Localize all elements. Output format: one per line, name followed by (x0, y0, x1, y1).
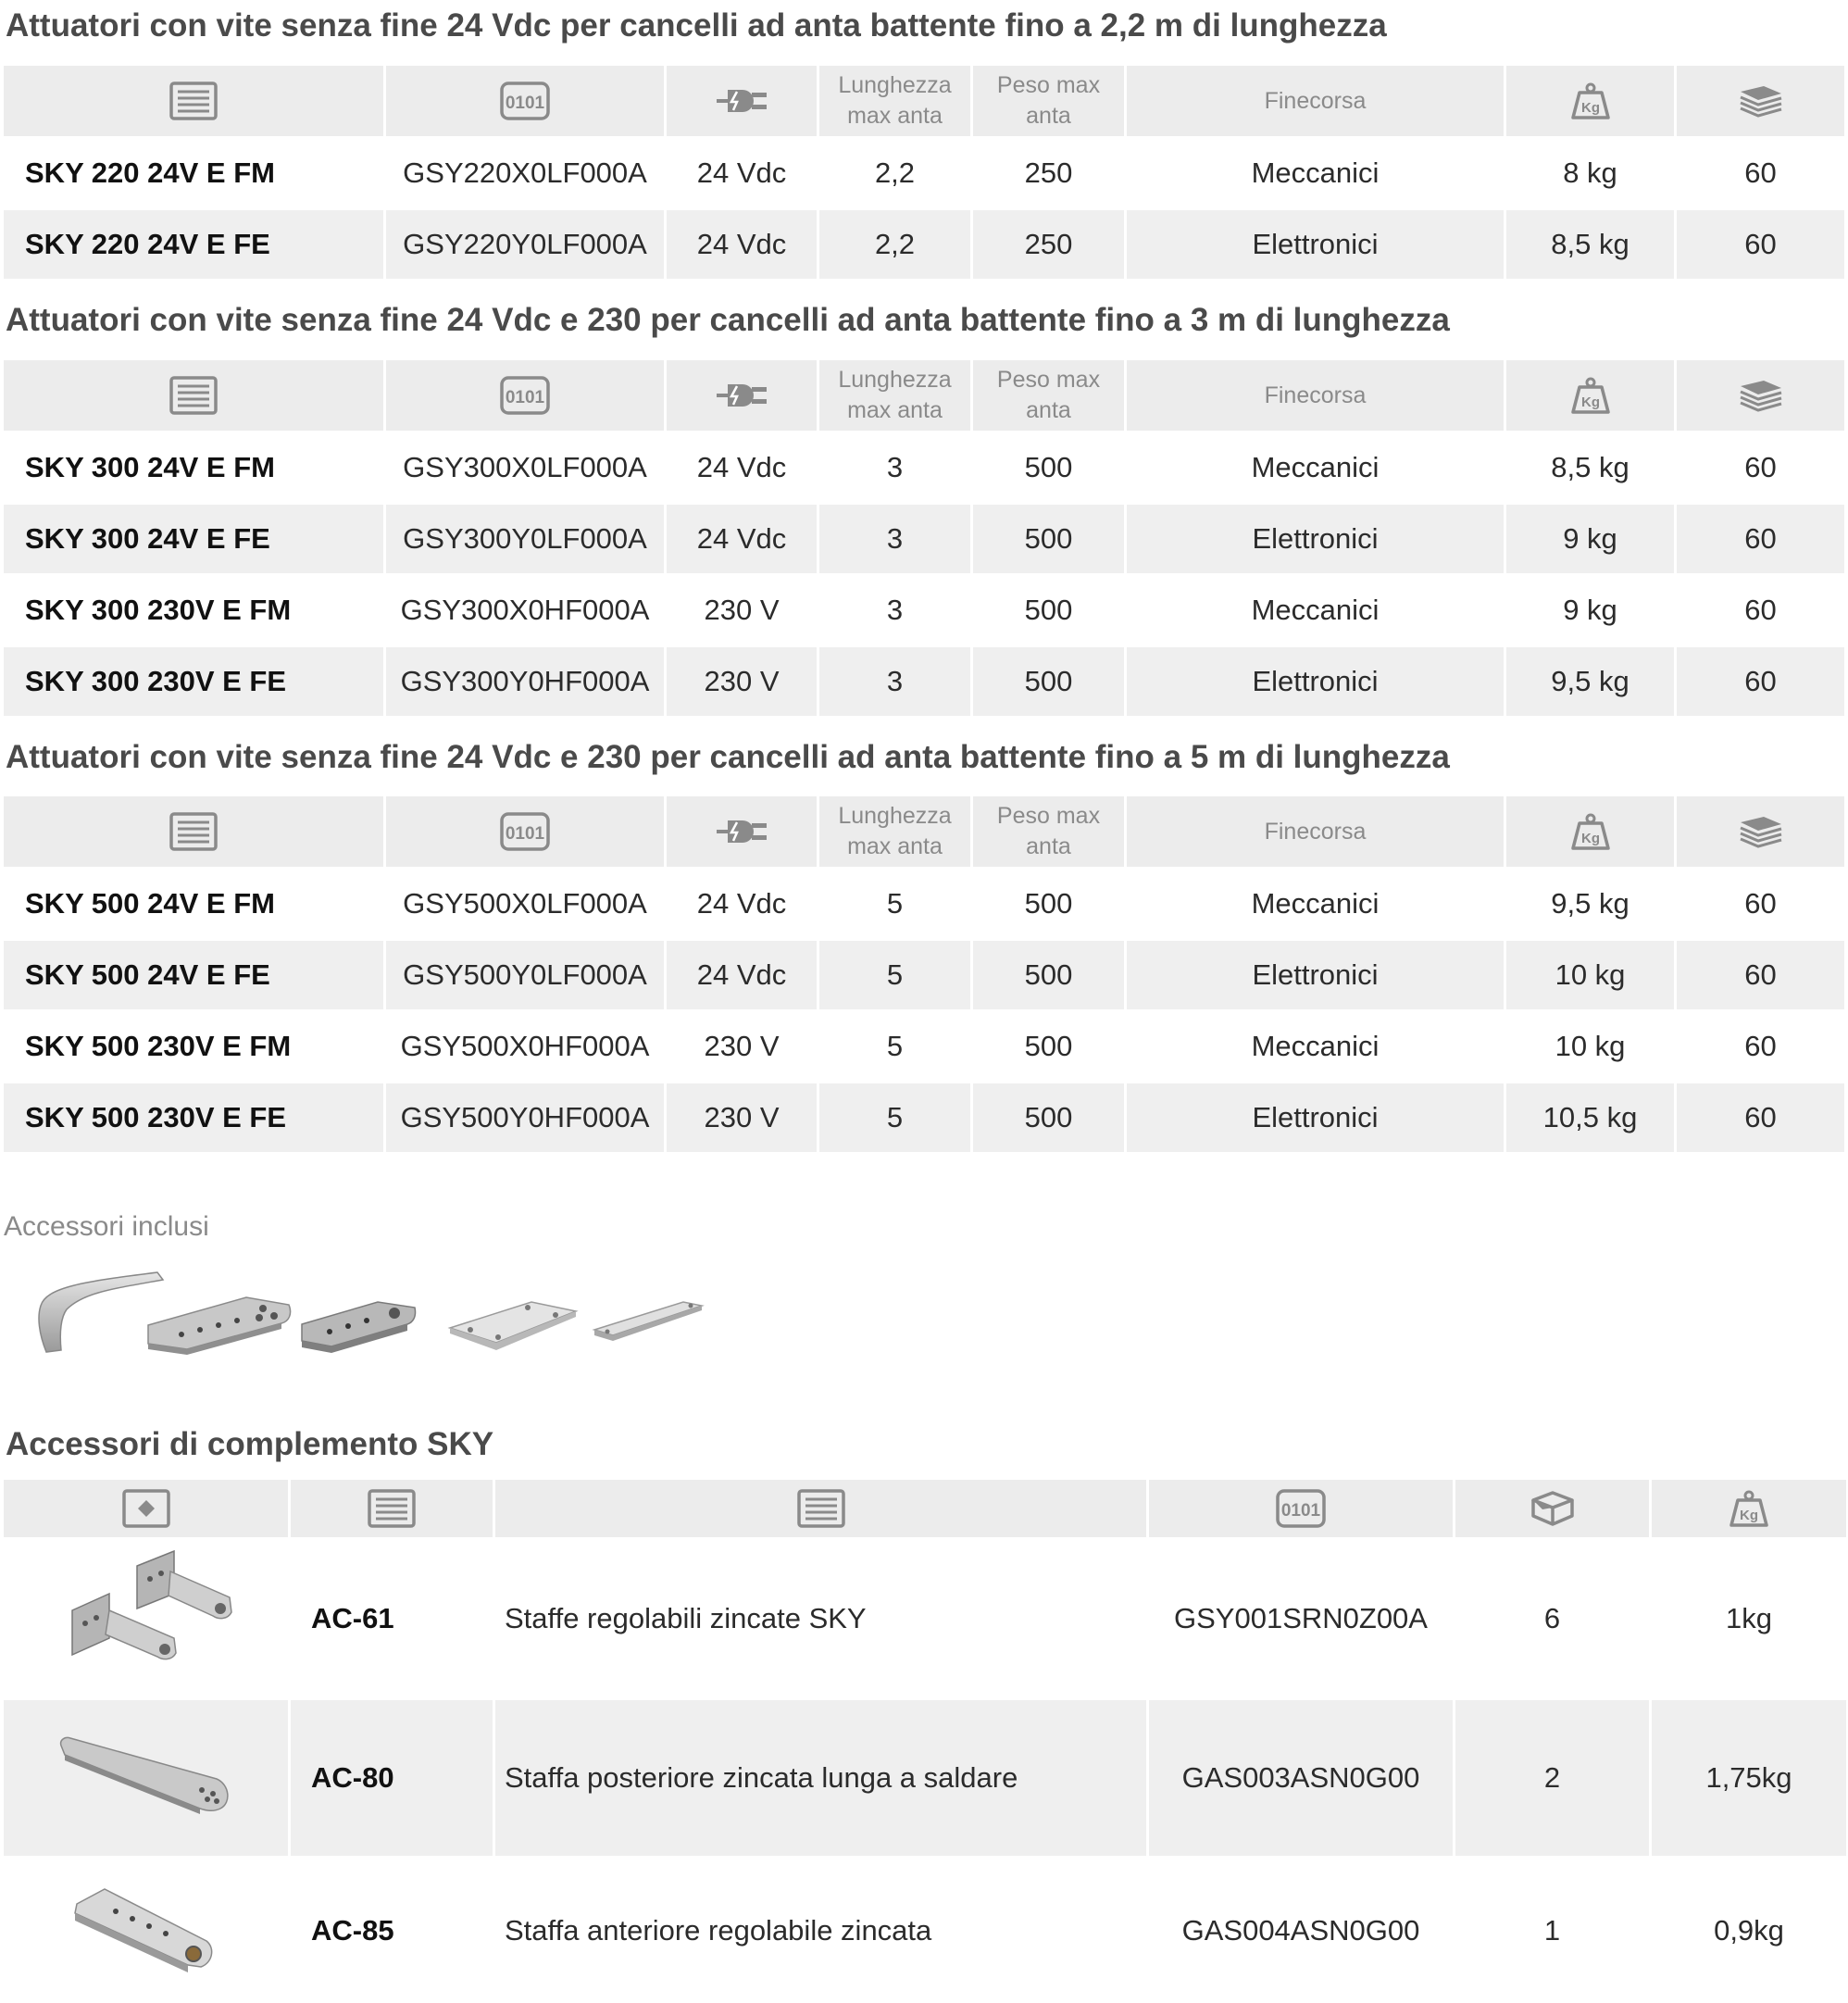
code-cell: GSY500X0HF000A (386, 1009, 667, 1081)
pallet-cell: 60 (1677, 645, 1844, 716)
kg-cell: 10 kg (1506, 1009, 1677, 1081)
table-row (4, 136, 1844, 207)
voltage-cell: 230 V (667, 1009, 819, 1081)
weight-max-cell: 500 (973, 645, 1127, 716)
voltage-cell: 24 Vdc (667, 207, 819, 279)
code-cell: GSY300Y0HF000A (386, 645, 667, 716)
length-cell: 3 (819, 645, 973, 716)
model-cell: SKY 500 230V E FM (4, 1009, 386, 1081)
spec-table-3 (4, 796, 1844, 1152)
pallet-cell: 60 (1677, 867, 1844, 938)
header-code (386, 796, 667, 867)
kg-cell: 10 kg (1506, 938, 1677, 1009)
table-row (4, 431, 1844, 502)
header-length: Lunghezza max anta (819, 360, 973, 431)
header-code (386, 66, 667, 136)
list-icon (368, 1489, 416, 1528)
accessory-desc-cell: Staffe regolabili zincate SKY (495, 1537, 1149, 1697)
kg-cell: 9 kg (1506, 502, 1677, 573)
header-code (386, 360, 667, 431)
header-voltage (667, 796, 819, 867)
header-length: Lunghezza max anta (819, 796, 973, 867)
model-cell: SKY 300 230V E FM (4, 573, 386, 645)
limit-cell: Meccanici (1127, 867, 1506, 938)
photo-cell (4, 1537, 291, 1697)
photo-cell (4, 1856, 291, 2003)
pallet-cell: 60 (1677, 1009, 1844, 1081)
list-icon (797, 1489, 845, 1528)
header-kg (1506, 796, 1677, 867)
header-pallet (1677, 66, 1844, 136)
voltage-cell: 24 Vdc (667, 136, 819, 207)
code-cell: GSY220X0LF000A (386, 136, 667, 207)
pallet-cell: 60 (1677, 136, 1844, 207)
header-limit: Finecorsa (1127, 66, 1506, 136)
model-cell: SKY 300 24V E FE (4, 502, 386, 573)
limit-cell: Meccanici (1127, 1009, 1506, 1081)
pallet-icon (1738, 84, 1784, 118)
spec-table-1 (4, 66, 1844, 279)
voltage-cell: 230 V (667, 645, 819, 716)
length-cell: 5 (819, 1081, 973, 1152)
included-plate-long-image (144, 1292, 293, 1357)
included-flat-plate-image (446, 1296, 581, 1358)
list-icon (169, 812, 218, 851)
table-row (4, 938, 1844, 1009)
code-icon (500, 812, 550, 851)
weight-max-cell: 500 (973, 867, 1127, 938)
accessories-table (4, 1480, 1846, 2003)
accessory-code-cell: AC-61 (291, 1537, 495, 1697)
pallet-cell: 60 (1677, 573, 1844, 645)
length-cell: 3 (819, 431, 973, 502)
voltage-cell: 230 V (667, 573, 819, 645)
adjustable-brackets-image (54, 1546, 239, 1684)
header-weight: Peso max anta (973, 796, 1127, 867)
table-row (4, 645, 1844, 716)
kg-cell: 9 kg (1506, 573, 1677, 645)
photo-icon (122, 1489, 170, 1528)
voltage-cell: 24 Vdc (667, 502, 819, 573)
code-cell: GSY300X0LF000A (386, 431, 667, 502)
accessory-qty-cell: 2 (1455, 1697, 1652, 1856)
table-row (4, 1856, 1846, 2003)
header-acc-kg (1652, 1480, 1846, 1537)
header-weight: Peso max anta (973, 66, 1127, 136)
list-icon (169, 81, 218, 120)
header-pallet (1677, 796, 1844, 867)
weight-icon (1570, 81, 1611, 120)
accessory-article-cell: GAS003ASN0G00 (1149, 1697, 1455, 1856)
header-length: Lunghezza max anta (819, 66, 973, 136)
rear-bracket-image (54, 1723, 239, 1825)
accessories-title: Accessori di complemento SKY (6, 1426, 494, 1462)
length-cell: 3 (819, 573, 973, 645)
pallet-cell: 60 (1677, 207, 1844, 279)
limit-cell: Elettronici (1127, 645, 1506, 716)
length-cell: 2,2 (819, 207, 973, 279)
accessory-code-cell: AC-85 (291, 1856, 495, 2003)
header-photo (4, 1480, 291, 1537)
plug-icon (715, 84, 768, 118)
code-icon (500, 81, 550, 120)
code-cell: GSY220Y0LF000A (386, 207, 667, 279)
table-row (4, 502, 1844, 573)
pallet-cell: 60 (1677, 502, 1844, 573)
header-voltage (667, 66, 819, 136)
pallet-cell: 60 (1677, 431, 1844, 502)
pallet-cell: 60 (1677, 938, 1844, 1009)
model-cell: SKY 300 230V E FE (4, 645, 386, 716)
header-voltage (667, 360, 819, 431)
length-cell: 5 (819, 1009, 973, 1081)
weight-icon (1570, 376, 1611, 415)
limit-cell: Meccanici (1127, 573, 1506, 645)
included-plate-short-image (298, 1296, 418, 1356)
weight-max-cell: 500 (973, 573, 1127, 645)
plug-icon (715, 379, 768, 412)
included-bar-plate-image (591, 1296, 706, 1348)
table-row (4, 1009, 1844, 1081)
list-icon (169, 376, 218, 415)
model-cell: SKY 500 24V E FE (4, 938, 386, 1009)
photo-cell (4, 1697, 291, 1856)
header-kg (1506, 360, 1677, 431)
table-row (4, 207, 1844, 279)
header-model (4, 66, 386, 136)
accessory-kg-cell: 1,75kg (1652, 1697, 1846, 1856)
accessory-kg-cell: 1kg (1652, 1537, 1846, 1697)
weight-max-cell: 500 (973, 431, 1127, 502)
front-bracket-image (68, 1876, 225, 1978)
accessory-kg-cell: 0,9kg (1652, 1856, 1846, 2003)
length-cell: 2,2 (819, 136, 973, 207)
model-cell: SKY 500 24V E FM (4, 867, 386, 938)
weight-icon (1729, 1489, 1769, 1528)
weight-max-cell: 250 (973, 207, 1127, 279)
voltage-cell: 24 Vdc (667, 431, 819, 502)
header-acc-code (291, 1480, 495, 1537)
table-row (4, 1081, 1844, 1152)
accessory-qty-cell: 6 (1455, 1537, 1652, 1697)
header-model (4, 796, 386, 867)
code-cell: GSY300Y0LF000A (386, 502, 667, 573)
kg-cell: 10,5 kg (1506, 1081, 1677, 1152)
table-row (4, 1537, 1846, 1697)
table-row (4, 867, 1844, 938)
code-icon (500, 376, 550, 415)
length-cell: 3 (819, 502, 973, 573)
limit-cell: Elettronici (1127, 207, 1506, 279)
section-title-2: Attuatori con vite senza fine 24 Vdc e 230 per cancelli ad anta battente fino a 3 m di lunghezza (6, 302, 1450, 338)
box-icon (1530, 1490, 1576, 1527)
code-cell: GSY500Y0LF000A (386, 938, 667, 1009)
model-cell: SKY 220 24V E FM (4, 136, 386, 207)
table-row (4, 1697, 1846, 1856)
voltage-cell: 24 Vdc (667, 938, 819, 1009)
header-article (1149, 1480, 1455, 1537)
header-description (495, 1480, 1149, 1537)
code-cell: GSY500Y0HF000A (386, 1081, 667, 1152)
weight-max-cell: 500 (973, 502, 1127, 573)
plug-icon (715, 815, 768, 848)
pallet-icon (1738, 379, 1784, 412)
header-limit: Finecorsa (1127, 796, 1506, 867)
limit-cell: Elettronici (1127, 502, 1506, 573)
limit-cell: Elettronici (1127, 938, 1506, 1009)
length-cell: 5 (819, 867, 973, 938)
model-cell: SKY 300 24V E FM (4, 431, 386, 502)
accessory-qty-cell: 1 (1455, 1856, 1652, 2003)
header-limit: Finecorsa (1127, 360, 1506, 431)
accessory-code-cell: AC-80 (291, 1697, 495, 1856)
code-cell: GSY500X0LF000A (386, 867, 667, 938)
code-cell: GSY300X0HF000A (386, 573, 667, 645)
model-cell: SKY 500 230V E FE (4, 1081, 386, 1152)
kg-cell: 9,5 kg (1506, 645, 1677, 716)
kg-cell: 8 kg (1506, 136, 1677, 207)
accessory-desc-cell: Staffa anteriore regolabile zincata (495, 1856, 1149, 2003)
accessory-desc-cell: Staffa posteriore zincata lunga a saldare (495, 1697, 1149, 1856)
accessory-article-cell: GAS004ASN0G00 (1149, 1856, 1455, 2003)
kg-cell: 9,5 kg (1506, 867, 1677, 938)
model-cell: SKY 220 24V E FE (4, 207, 386, 279)
table-row (4, 573, 1844, 645)
kg-cell: 8,5 kg (1506, 207, 1677, 279)
header-pallet (1677, 360, 1844, 431)
spec-table-2 (4, 360, 1844, 716)
header-model (4, 360, 386, 431)
pallet-cell: 60 (1677, 1081, 1844, 1152)
section-title-1: Attuatori con vite senza fine 24 Vdc per cancelli ad anta battente fino a 2,2 m di lunghezza (6, 7, 1387, 44)
pallet-icon (1738, 815, 1784, 848)
weight-max-cell: 250 (973, 136, 1127, 207)
weight-max-cell: 500 (973, 938, 1127, 1009)
code-icon (1276, 1489, 1326, 1528)
kg-cell: 8,5 kg (1506, 431, 1677, 502)
header-weight: Peso max anta (973, 360, 1127, 431)
section-title-3: Attuatori con vite senza fine 24 Vdc e 230 per cancelli ad anta battente fino a 5 m di lunghezza (6, 739, 1450, 775)
limit-cell: Meccanici (1127, 431, 1506, 502)
header-qty (1455, 1480, 1652, 1537)
included-accessories-label: Accessori inclusi (4, 1211, 209, 1242)
header-kg (1506, 66, 1677, 136)
limit-cell: Elettronici (1127, 1081, 1506, 1152)
voltage-cell: 230 V (667, 1081, 819, 1152)
length-cell: 5 (819, 938, 973, 1009)
weight-max-cell: 500 (973, 1081, 1127, 1152)
accessory-article-cell: GSY001SRN0Z00A (1149, 1537, 1455, 1697)
weight-icon (1570, 812, 1611, 851)
voltage-cell: 24 Vdc (667, 867, 819, 938)
limit-cell: Meccanici (1127, 136, 1506, 207)
weight-max-cell: 500 (973, 1009, 1127, 1081)
